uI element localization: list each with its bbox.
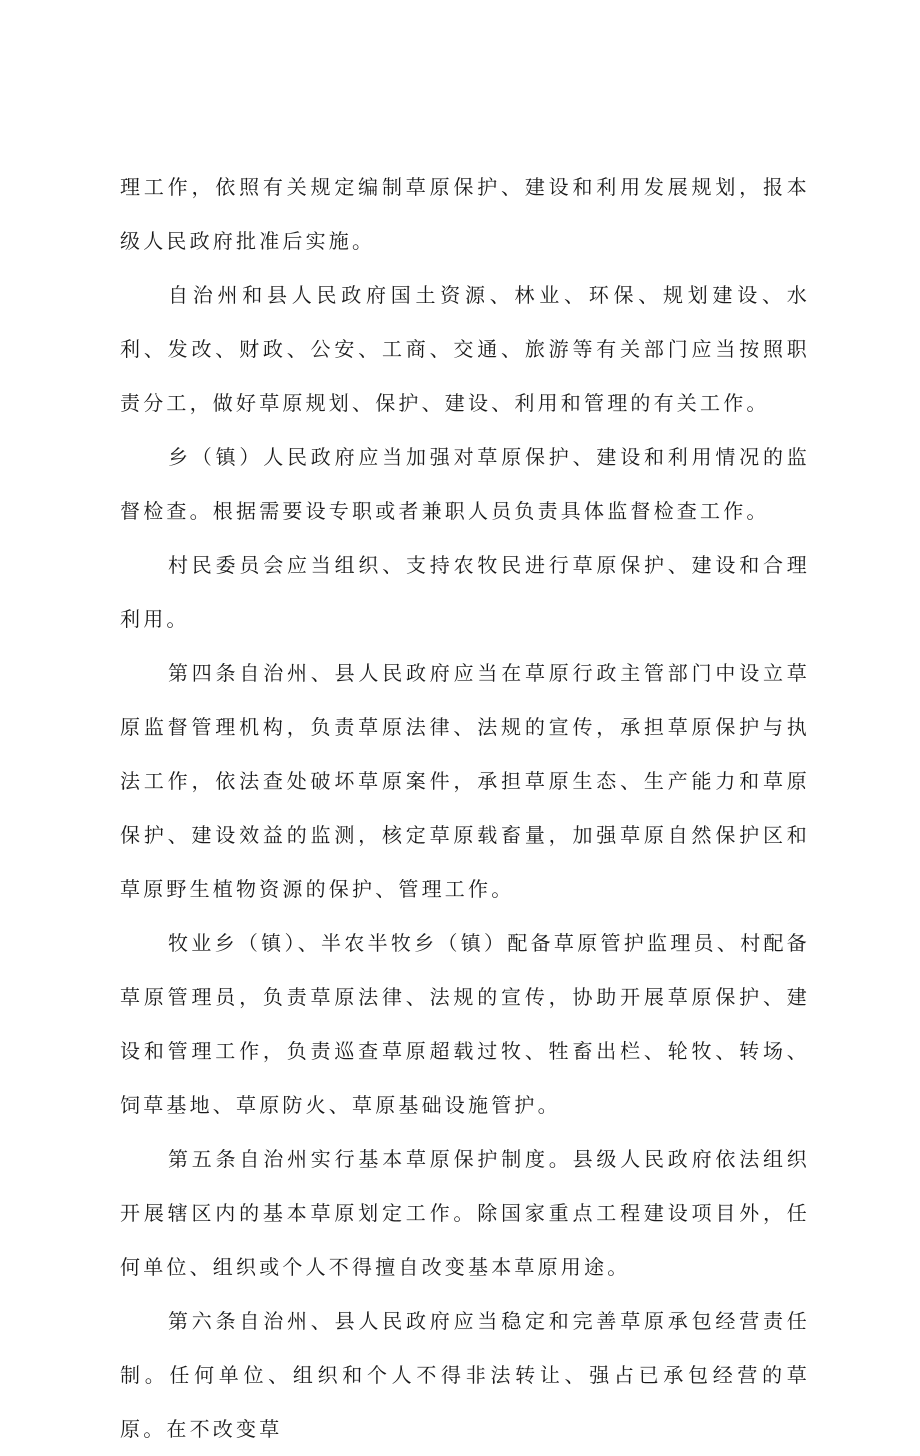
- paragraph-article-6: 第六条自治州、县人民政府应当稳定和完善草原承包经营责任制。任何单位、组织和个人不得非法转让、强占已承包经营的草原。在不改变草: [120, 1309, 810, 1441]
- paragraph-article-4: 第四条自治州、县人民政府应当在草原行政主管部门中设立草原监督管理机构，负责草原法律、法规的宣传，承担草原保护与执法工作，依法查处破坏草原案件，承担草原生态、生产能力和草原保护、建设效益的监测，核定草原载畜量，加强草原自然保护区和草原野生植物资源的保护、管理工作。: [120, 661, 810, 901]
- paragraph-township-government: 乡（镇）人民政府应当加强对草原保护、建设和利用情况的监督检查。根据需要设专职或者兼职人员负责具体监督检查工作。: [120, 445, 810, 523]
- document-body: [120, 160, 810, 1456]
- paragraph-departments: 自治州和县人民政府国土资源、林业、环保、规划建设、水利、发改、财政、公安、工商、交通、旅游等有关部门应当按照职责分工，做好草原规划、保护、建设、利用和管理的有关工作。: [120, 283, 810, 415]
- paragraph-pastoral-township: 牧业乡（镇）、半农半牧乡（镇）配备草原管护监理员、村配备草原管理员，负责草原法律、法规的宣传，协助开展草原保护、建设和管理工作，负责巡查草原超载过牧、牲畜出栏、轮牧、转场、饲草基地、草原防火、草原基础设施管护。: [120, 931, 810, 1117]
- paragraph-continuation: 理工作，依照有关规定编制草原保护、建设和利用发展规划，报本级人民政府批准后实施。: [120, 175, 810, 253]
- paragraph-article-5: 第五条自治州实行基本草原保护制度。县级人民政府依法组织开展辖区内的基本草原划定工作。除国家重点工程建设项目外，任何单位、组织或个人不得擅自改变基本草原用途。: [120, 1147, 810, 1279]
- paragraph-village-committee: 村民委员会应当组织、支持农牧民进行草原保护、建设和合理利用。: [120, 553, 810, 631]
